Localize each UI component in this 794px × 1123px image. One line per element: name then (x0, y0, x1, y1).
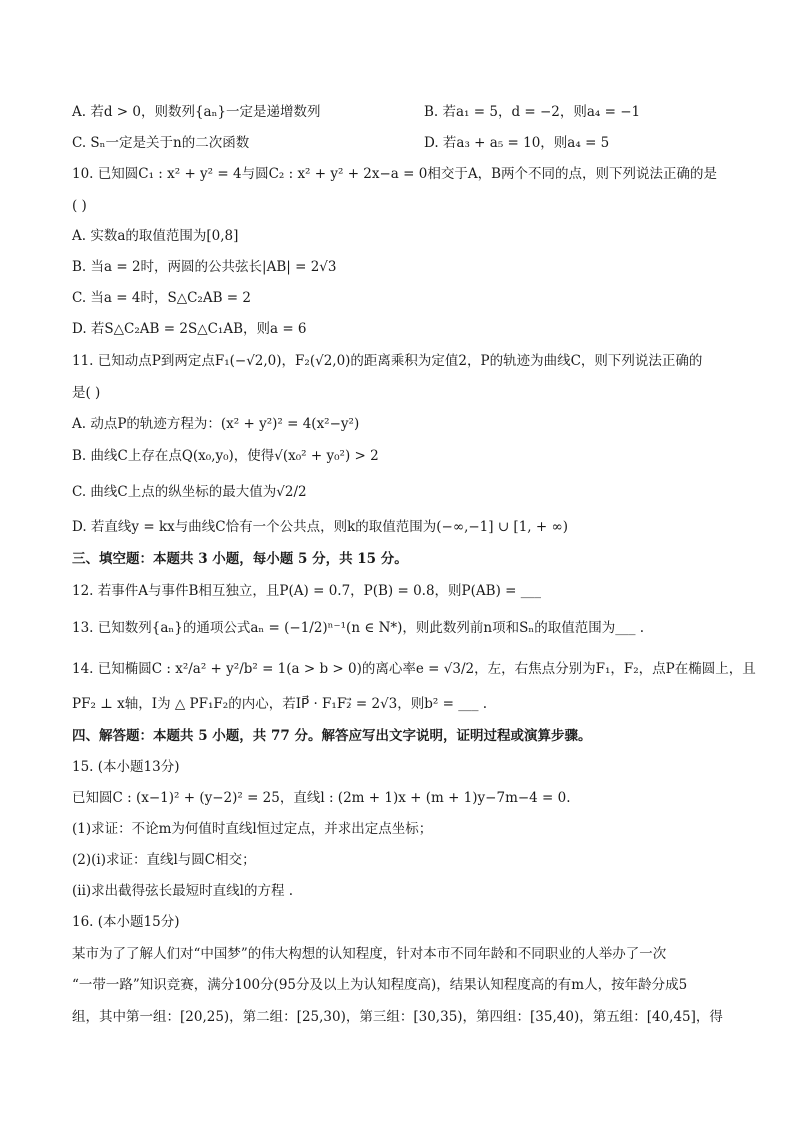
q15-given: 已知圆C : (x−1)² + (y−2)² = 25，直线l : (2m + 1)x + (m + 1)y−7m−4 = 0. (72, 790, 571, 806)
q9-option-b: B. 若a₁ = 5，d = −2，则a₄ = −1 (424, 104, 641, 120)
q16-text-line2: “一带一路”知识竞赛，满分100分(95分及以上为认知程度高)，结果认知程度高的有m人，按年龄分成5 (72, 977, 688, 993)
q11-option-a: A. 动点P的轨迹方程为：(x² + y²)² = 4(x²−y²) (72, 416, 360, 432)
q10-option-c: C. 当a = 4时，S△C₂AB = 2 (72, 290, 251, 306)
section-solve-heading: 四、解答题：本题共 5 小题，共 77 分。解答应写出文字说明，证明过程或演算步骤。 (72, 728, 592, 744)
q11-option-c: C. 曲线C上点的纵坐标的最大值为√2/2 (72, 484, 307, 500)
q15-part1: (1)求证：不论m为何值时直线l恒过定点，并求出定点坐标； (72, 821, 433, 837)
q9-option-a: A. 若d > 0，则数列{aₙ}一定是递增数列 (72, 104, 321, 120)
q16-text-line1: 某市为了了解人们对“中国梦”的伟大构想的认知程度，针对本市不同年龄和不同职业的人举办了一次 (72, 946, 667, 962)
q10-paren: ( ) (72, 198, 87, 214)
q14-line2: PF₂ ⊥ x轴，I为 △ PF₁F₂的内心，若IP⃗ · F₁F₂⃗ = 2√3，则b² = ___ . (72, 696, 488, 712)
section-fill-in-heading: 三、填空题：本题共 3 小题，每小题 5 分，共 15 分。 (72, 551, 408, 567)
q15-title: 15. (本小题13分) (72, 759, 180, 775)
q9-option-d: D. 若a₃ + a₅ = 10，则a₄ = 5 (424, 135, 610, 151)
q11-option-d: D. 若直线y = kx与曲线C恰有一个公共点，则k的取值范围为(−∞,−1] ∪ [1, + ∞) (72, 519, 568, 535)
q16-title: 16. (本小题15分) (72, 914, 180, 930)
q12: 12. 若事件A与事件B相互独立，且P(A) = 0.7，P(B) = 0.8，则P(AB) = ___ (72, 583, 541, 599)
q9-option-c: C. Sₙ一定是关于n的二次函数 (72, 135, 250, 151)
q10-option-a: A. 实数a的取值范围为[0,8] (72, 228, 239, 244)
q16-text-line3: 组，其中第一组：[20,25)，第二组：[25,30)，第三组：[30,35)，第四组：[35,40)，第五组：[40,45]，得 (72, 1009, 723, 1025)
q15-part2i: (2)(i)求证：直线l与圆C相交； (72, 852, 256, 868)
q11-option-b: B. 曲线C上存在点Q(x₀,y₀)，使得√(x₀² + y₀²) > 2 (72, 448, 379, 464)
q14-line1: 14. 已知椭圆C : x²/a² + y²/b² = 1(a > b > 0)的离心率e = √3/2，左，右焦点分别为F₁，F₂，点P在椭圆上，且 (72, 661, 756, 677)
q10-stem: 10. 已知圆C₁ : x² + y² = 4与圆C₂ : x² + y² + 2x−a = 0相交于A，B两个不同的点，则下列说法正确的是 (72, 166, 718, 182)
q9-options-row1 (72, 102, 734, 122)
q11-stem: 11. 已知动点P到两定点F₁(−√2,0)，F₂(√2,0)的距离乘积为定值2，P的轨迹为曲线C，则下列说法正确的 (72, 353, 703, 369)
q13: 13. 已知数列{aₙ}的通项公式aₙ = (−1/2)ⁿ⁻¹(n ∈ N*)，则此数列前n项和Sₙ的取值范围为___ . (72, 620, 645, 636)
q11-stem-cont: 是( ) (72, 385, 101, 401)
q10-option-d: D. 若S△C₂AB = 2S△C₁AB，则a = 6 (72, 321, 307, 337)
q10-option-b: B. 当a = 2时，两圆的公共弦长|AB| = 2√3 (72, 259, 337, 275)
q9-options-row2 (72, 133, 734, 153)
q15-part2ii: (ii)求出截得弦长最短时直线l的方程 . (72, 883, 294, 899)
